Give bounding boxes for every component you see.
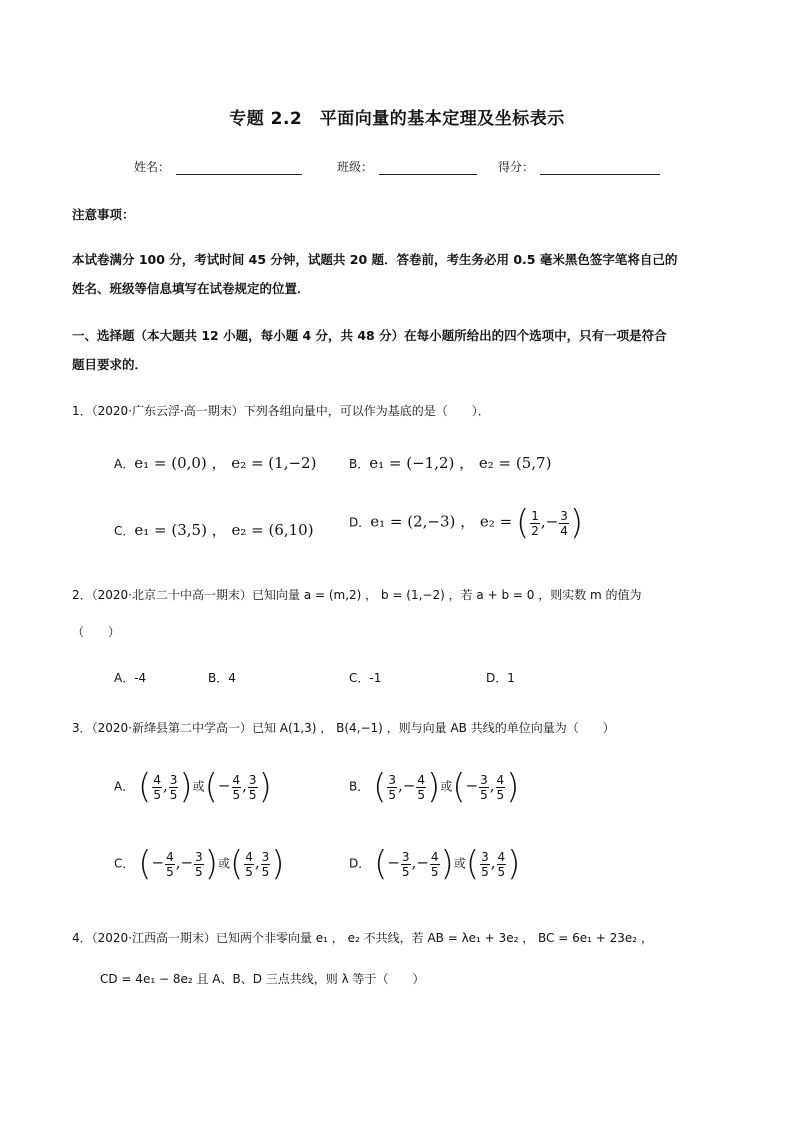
q3-option-a[interactable]: A． ( $\frac{4}{5}$ , $\frac{3}{5}$ )或(− $\frac{4}{5}$ , $\frac{3}{5}$ ): [114, 767, 272, 807]
q3-option-c[interactable]: C． (− $\frac{4}{5}$ ,− $\frac{3}{5}$ )或( $\frac{4}{5}$ , $\frac{3}{5}$ ): [114, 844, 285, 884]
notice-line-1: 本试卷满分 100 分，考试时间 45 分钟，试题共 20 题．答卷前，考生务必用 0.5 毫米黑色签字笔将自己的: [72, 252, 678, 267]
q1-option-d[interactable]: D．e₁ = (2,−3) ， e₂ = ( $\frac{1}{2}$ ,− $\frac{3}{4}$ ): [349, 503, 584, 543]
question-2-stem: 2．（2020·北京二十中高一期末）已知向量 a = (m,2) ， b = (1,−2) ，若 a + b = 0 ，则实数 m 的值为: [72, 588, 642, 602]
q1-option-b-math: e₁ = (−1,2) ， e₂ = (5,7): [369, 454, 552, 472]
or-label: 或: [453, 856, 466, 871]
q2-option-a[interactable]: A．-4: [114, 671, 147, 685]
q1-option-a-letter: A．: [114, 457, 135, 471]
or-label: 或: [440, 779, 453, 794]
q1-option-c[interactable]: [114, 519, 314, 540]
q1-option-d-math: e₁ = (2,−3) ， e₂ =: [370, 512, 513, 531]
q1-option-b[interactable]: [349, 452, 551, 473]
class-blank[interactable]: [379, 160, 477, 175]
q1-option-a-math: e₁ = (0,0) ， e₂ = (1,−2): [134, 454, 317, 472]
q3-option-a-letter: A．: [114, 779, 135, 794]
paren-open: (: [515, 503, 530, 543]
q1-option-a[interactable]: [114, 452, 316, 473]
question-4-line-2: CD = 4e₁ − 8e₂ 且 A、B、D 三点共线，则 λ 等于（ ）: [100, 972, 425, 986]
q1-option-c-letter: C．: [114, 524, 135, 538]
score-label: 得分：: [498, 160, 535, 174]
section-heading-line-2: 题目要求的．: [72, 357, 148, 372]
q3-option-b[interactable]: B． ( $\frac{3}{5}$ ,− $\frac{4}{5}$ )或(− $\frac{3}{5}$ , $\frac{4}{5}$ ): [349, 767, 520, 807]
score-field[interactable]: [498, 158, 660, 175]
notice-line-2: 姓名、班级等信息填写在试卷规定的位置．: [72, 281, 310, 296]
class-field[interactable]: [337, 158, 477, 175]
or-label: 或: [192, 779, 205, 794]
or-label: 或: [217, 856, 230, 871]
name-field[interactable]: [134, 158, 302, 175]
q2-option-b[interactable]: B．4: [208, 671, 236, 685]
q2-option-c[interactable]: C．-1: [349, 671, 382, 685]
section-heading-line-1: 一、选择题（本大题共 12 小题，每小题 4 分，共 48 分）在每小题所给出的四个选项中，只有一项是符合: [72, 328, 667, 343]
q1-option-c-math: e₁ = (3,5) ， e₂ = (6,10): [134, 521, 314, 539]
name-label: 姓名：: [134, 160, 171, 174]
q1-option-b-letter: B．: [349, 457, 370, 471]
q3-option-c-letter: C．: [114, 856, 135, 871]
question-1-stem: 1．（2020·广东云浮·高一期末）下列各组向量中，可以作为基底的是（ ）．: [72, 404, 490, 418]
name-blank[interactable]: [176, 160, 302, 175]
paren-close: ): [569, 503, 584, 543]
score-blank[interactable]: [540, 160, 660, 175]
notice-heading: 注意事项：: [72, 207, 135, 222]
question-3-stem: 3．（2020·新绛县第二中学高一）已知 A(1,3) ， B(4,−1) ，则与向量 AB 共线的单位向量为（ ）: [72, 721, 615, 735]
question-4-stem: 4．（2020·江西高一期末）已知两个非零向量 e₁ ， e₂ 不共线，若 AB = λe₁ + 3e₂ ， BC = 6e₁ + 23e₂ ，: [72, 931, 653, 945]
q3-option-d-letter: D．: [349, 856, 371, 871]
q3-option-b-letter: B．: [349, 779, 370, 794]
fraction: $\frac{1}{2}$: [531, 508, 539, 538]
q3-option-d[interactable]: D． (− $\frac{3}{5}$ ,− $\frac{4}{5}$ )或( $\frac{3}{5}$ , $\frac{4}{5}$ ): [349, 844, 521, 884]
fraction: $\frac{3}{4}$: [560, 508, 568, 538]
class-label: 班级：: [337, 160, 374, 174]
question-2-paren: （ ）: [72, 625, 121, 639]
q1-option-d-letter: D．: [349, 515, 371, 530]
q2-option-d[interactable]: D．1: [486, 671, 515, 685]
page-title: 专题 2.2 平面向量的基本定理及坐标表示: [229, 109, 565, 129]
